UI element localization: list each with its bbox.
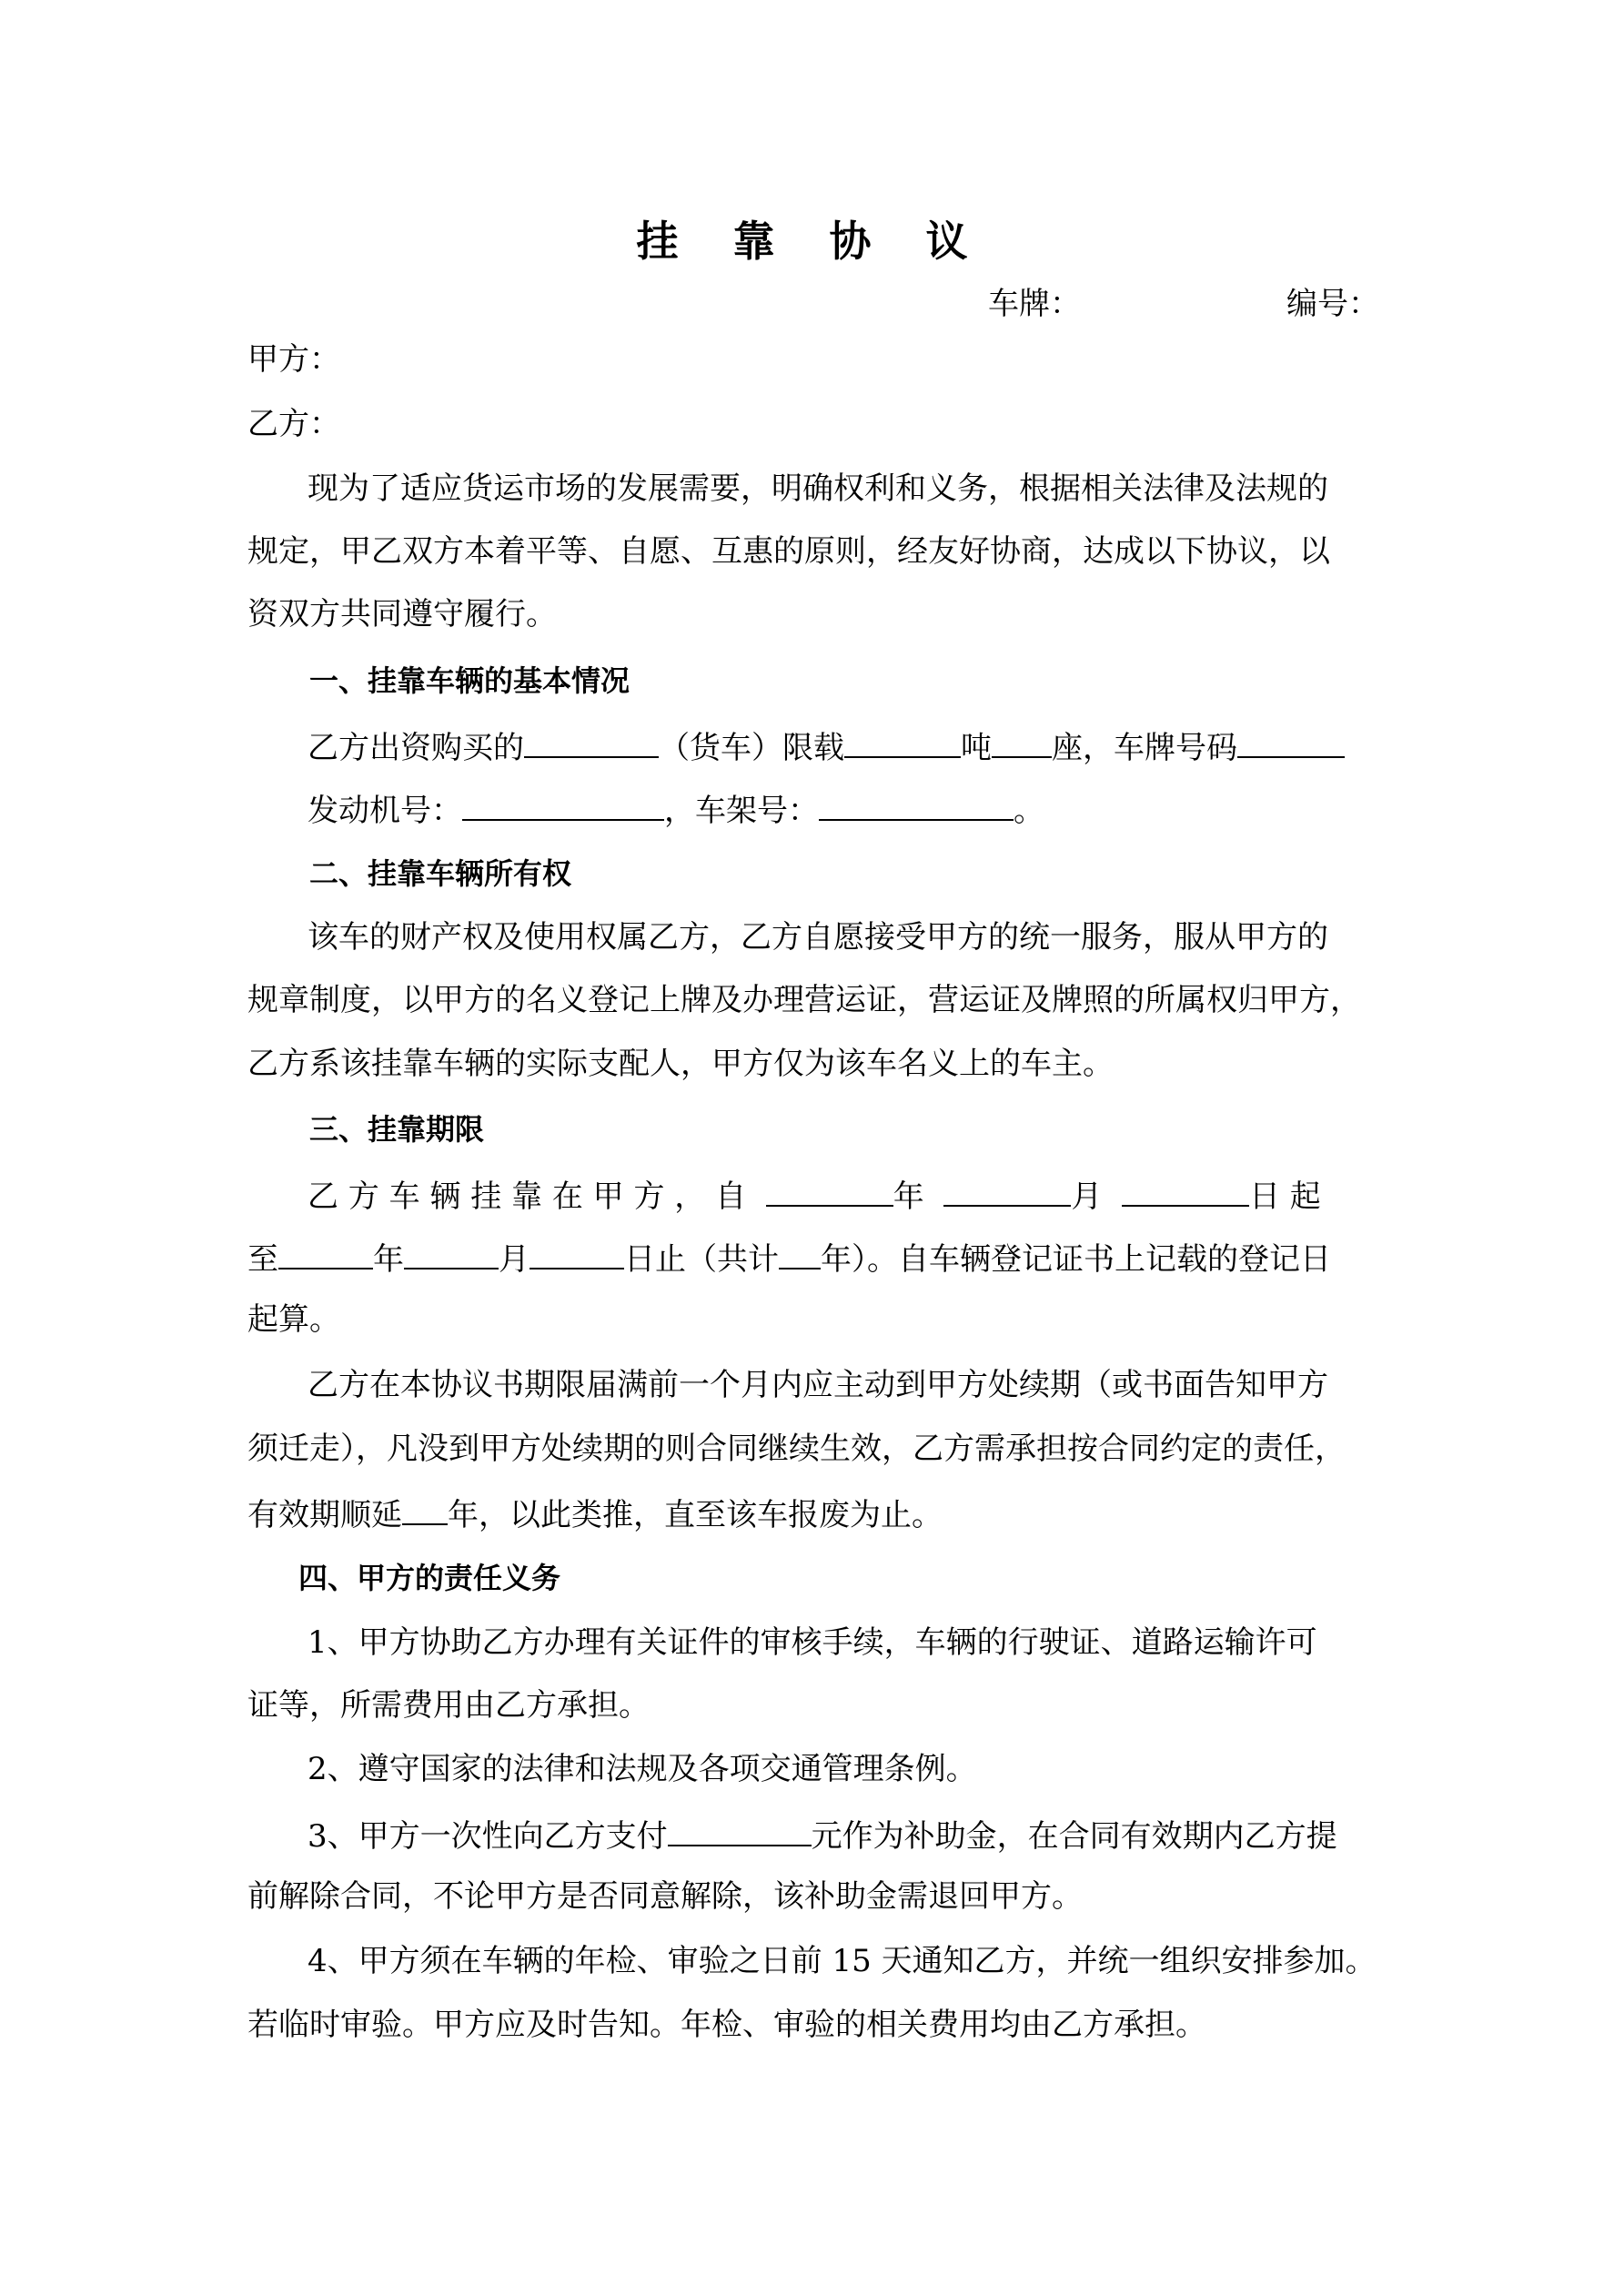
end-month-blank[interactable] [404,1237,499,1269]
section-1-heading: 一、挂靠车辆的基本情况 [309,663,630,698]
section-4-item-4-line-1: 4、甲方须在车辆的年检、审验之日前 15 天通知乙方，并统一组织安排参加。 [308,1943,1377,1979]
s3-text-a: 乙 方 车 辆 挂 靠 在 甲 方 ， 自 [308,1178,747,1215]
s3-year: 年 [893,1178,924,1215]
s3-end-month: 月 [499,1241,530,1278]
s1-text-b: （货车）限载 [659,730,844,766]
section-3-heading: 三、挂靠期限 [309,1112,485,1147]
vehicle-type-blank[interactable] [524,725,659,758]
section-3-line-1 [308,1174,1321,1214]
section-4-item-1-line-1: 1、甲方协助乙方办理有关证件的审核手续，车辆的行驶证、道路运输许可 [308,1624,1317,1661]
s1-engine-label: 发动机号： [308,793,462,829]
end-year-blank[interactable] [278,1237,373,1269]
s4-item3-text-a: 3、甲方一次性向乙方支付 [308,1818,668,1855]
start-year-blank[interactable] [766,1174,893,1207]
party-a-label: 甲方： [247,341,340,378]
s1-text-a: 乙方出资购买的 [308,730,524,766]
section-4-item-4-line-2: 若临时审验。甲方应及时告知。年检、审验的相关费用均由乙方承担。 [247,2007,1206,2043]
section-1-line-2 [308,788,1044,828]
section-3-p2-line-2: 须迁走），凡没到甲方处续期的则合同继续生效，乙方需承担按合同约定的责任， [247,1431,1346,1467]
intro-line-3: 资双方共同遵守履行。 [247,596,557,632]
party-b-label: 乙方： [247,406,340,442]
number-label: 编号： [1286,286,1379,322]
section-2-line-1: 该车的财产权及使用权属乙方，乙方自愿接受甲方的统一服务，服从甲方的 [308,919,1328,956]
subsidy-amount-blank[interactable] [668,1814,812,1846]
section-4-item-3-line-1 [308,1814,1337,1854]
plate-label: 车牌： [988,286,1081,322]
section-3-line-2 [247,1237,1331,1277]
s1-frame-label: ，车架号： [664,793,819,829]
section-4-item-3-line-2: 前解除合同，不论甲方是否同意解除，该补助金需退回甲方。 [247,1878,1083,1915]
section-3-p2-line-1: 乙方在本协议书期限届满前一个月内应主动到甲方处续期（或书面告知甲方 [308,1367,1328,1403]
total-years-blank[interactable] [779,1237,821,1269]
section-4-item-2: 2、遵守国家的法律和法规及各项交通管理条例。 [308,1751,977,1787]
extension-years-blank[interactable] [402,1492,448,1525]
section-4-heading: 四、甲方的责任义务 [298,1561,561,1595]
document-title: 挂 靠 协 议 [636,217,988,266]
section-4-item-1-line-2: 证等，所需费用由乙方承担。 [247,1687,650,1724]
section-3-line-3: 起算。 [247,1301,340,1338]
s1-period: 。 [1014,793,1044,829]
s3-end-year: 年 [373,1241,404,1278]
start-day-blank[interactable] [1122,1174,1249,1207]
s3-extend-text: 有效期顺延 [247,1497,402,1533]
section-2-line-2: 规章制度，以甲方的名义登记上牌及办理营运证，营运证及牌照的所属权归甲方， [247,982,1361,1018]
s3-end-day: 日止（共计 [624,1241,779,1278]
plate-number-blank[interactable] [1237,725,1345,758]
intro-line-2: 规定，甲乙双方本着平等、自愿、互惠的原则，经友好协商，达成以下协议，以 [247,533,1330,570]
section-2-line-3: 乙方系该挂靠车辆的实际支配人，甲方仅为该车名义上的车主。 [247,1046,1114,1082]
intro-line-1: 现为了适应货运市场的发展需要，明确权利和义务，根据相关法律及法规的 [308,470,1328,507]
engine-number-blank[interactable] [462,788,664,821]
end-day-blank[interactable] [530,1237,624,1269]
section-1-line-1 [308,725,1345,765]
seat-blank[interactable] [992,725,1052,758]
frame-number-blank[interactable] [819,788,1014,821]
s3-rest: 年）。自车辆登记证书上记载的登记日 [821,1241,1331,1278]
start-month-blank[interactable] [943,1174,1071,1207]
load-limit-blank[interactable] [844,725,961,758]
section-3-p2-line-3 [247,1492,943,1532]
s4-item3-text-b: 元作为补助金，在合同有效期内乙方提 [811,1818,1337,1855]
s3-day: 日 起 [1248,1178,1321,1215]
section-2-heading: 二、挂靠车辆所有权 [309,856,572,891]
s1-text-c: 吨 [961,730,992,766]
s3-month: 月 [1071,1178,1103,1215]
s3-extend-rest: 年，以此类推，直至该车报废为止。 [448,1497,943,1533]
s1-text-d: 座，车牌号码 [1052,730,1237,766]
s3-to: 至 [247,1241,278,1278]
